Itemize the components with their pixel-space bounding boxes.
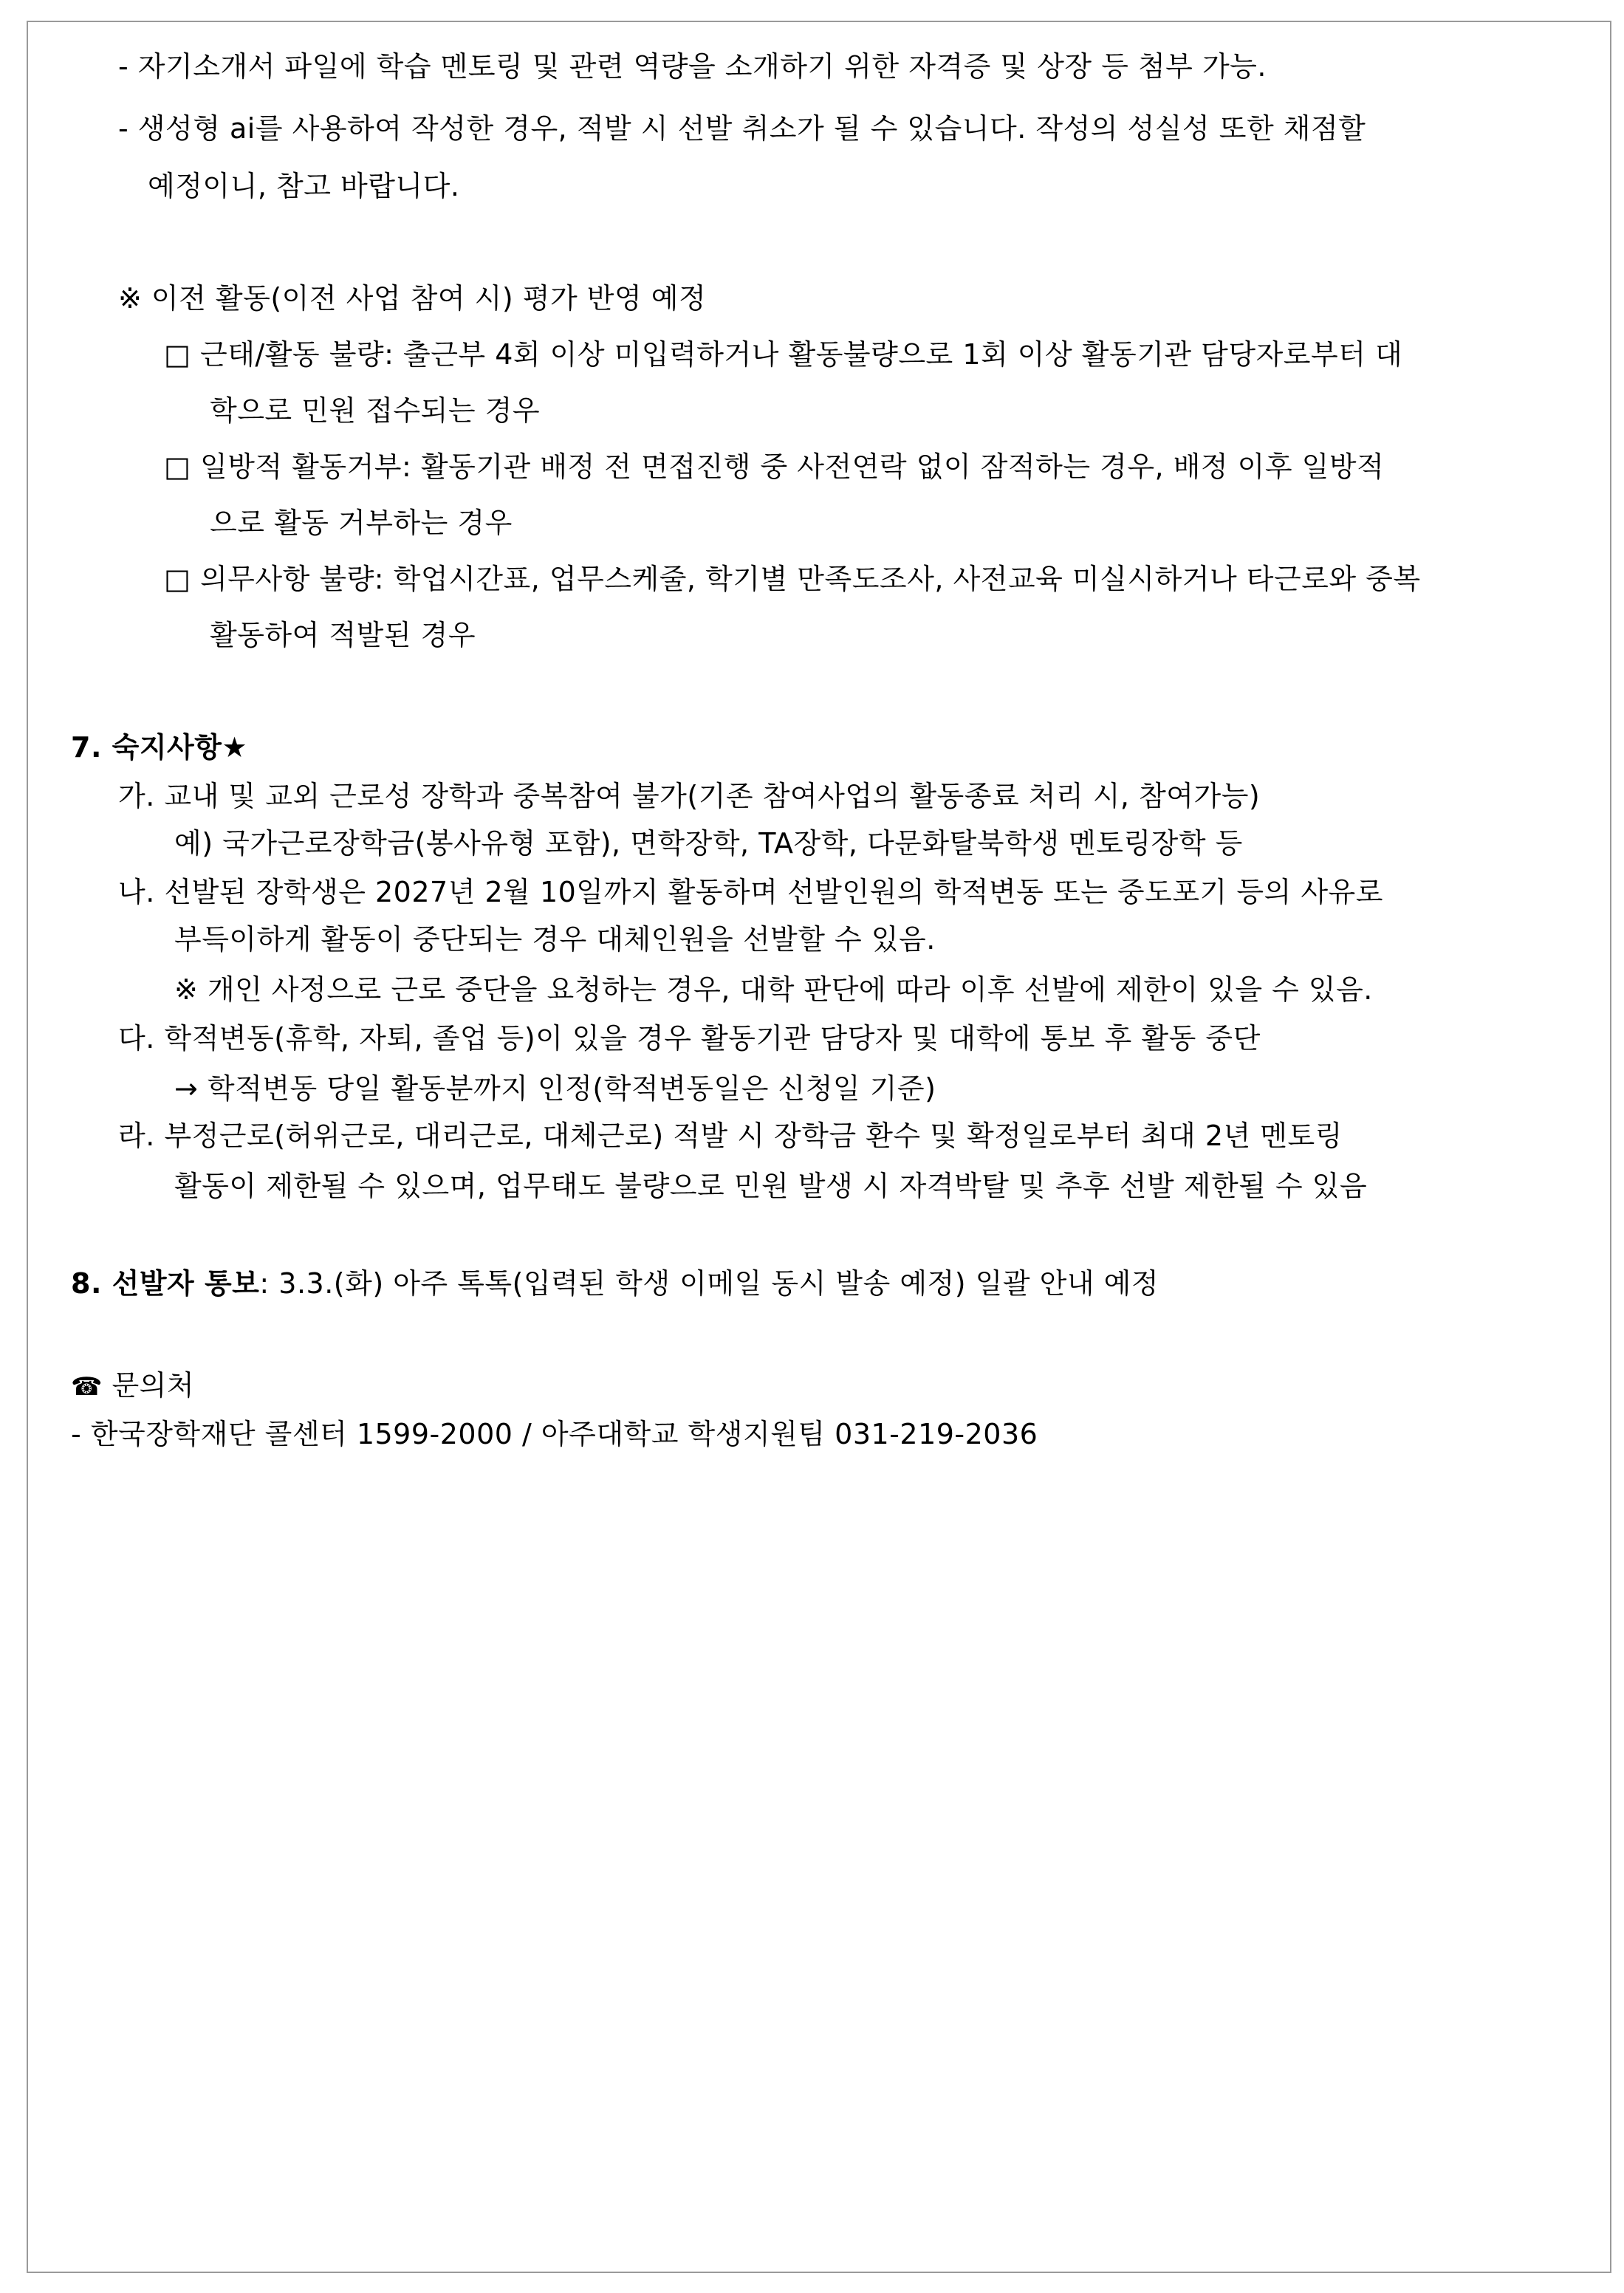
intro-line-ai-warning: - 생성형 ai를 사용하여 작성한 경우, 적발 시 선발 취소가 될 수 있습니다. 작성의 성실성 또한 채점할 (118, 112, 1366, 145)
section-7-item-ra-cont: 활동이 제한될 수 있으며, 업무태도 불량으로 민원 발생 시 자격박탈 및 추후 선발 제한될 수 있음 (174, 1170, 1368, 1202)
section-7-item-ga-example: 예) 국가근로장학금(봉사유형 포함), 면학장학, TA장학, 다문화탈북학생 멘토링장학 등 (174, 827, 1243, 860)
previous-activity-item: □ 의무사항 불량: 학업시간표, 업무스케줄, 학기별 만족도조사, 사전교육 미실시하거나 타근로와 중복 (164, 563, 1421, 595)
intro-line-ai-warning-cont: 예정이니, 참고 바랍니다. (148, 170, 460, 202)
intro-line-attachments: - 자기소개서 파일에 학습 멘토링 및 관련 역량을 소개하기 위한 자격증 및 상장 등 첨부 가능. (118, 50, 1267, 83)
section-7-item-da: 다. 학적변동(휴학, 자퇴, 졸업 등)이 있을 경우 활동기관 담당자 및 대학에 통보 후 활동 중단 (118, 1022, 1261, 1055)
contact-line: - 한국장학재단 콜센터 1599-2000 / 아주대학교 학생지원팀 031-219-2036 (71, 1418, 1038, 1450)
section-7-item-na-cont: 부득이하게 활동이 중단되는 경우 대체인원을 선발할 수 있음. (174, 923, 936, 956)
section-8-line (71, 1266, 1159, 1301)
section-8-heading: 8. 선발자 통보 (71, 1267, 260, 1300)
section-8-text: : 3.3.(화) 아주 톡톡(입력된 학생 이메일 동시 발송 예정) 일괄 안내 예정 (259, 1267, 1159, 1300)
section-7-item-na: 나. 선발된 장학생은 2027년 2월 10일까지 활동하며 선발인원의 학적변동 또는 중도포기 등의 사유로 (118, 876, 1383, 908)
previous-activity-item-cont: 으로 활동 거부하는 경우 (210, 507, 513, 539)
section-7-item-da-arrow: → 학적변동 당일 활동분까지 인정(학적변동일은 신청일 기준) (174, 1072, 936, 1105)
previous-activity-item-cont: 활동하여 적발된 경우 (210, 619, 476, 651)
section-7-item-ra: 라. 부정근로(허위근로, 대리근로, 대체근로) 적발 시 장학금 환수 및 확정일로부터 최대 2년 멘토링 (118, 1120, 1343, 1152)
contact-heading: 문의처 (112, 1369, 195, 1402)
previous-activity-item-cont: 학으로 민원 접수되는 경우 (210, 394, 541, 427)
previous-activity-item: □ 근태/활동 불량: 출근부 4회 이상 미입력하거나 활동불량으로 1회 이상 활동기관 담당자로부터 대 (164, 338, 1403, 371)
section-7-item-na-note: ※ 개인 사정으로 근로 중단을 요청하는 경우, 대학 판단에 따라 이후 선발에 제한이 있을 수 있음. (174, 973, 1373, 1006)
previous-activity-item: □ 일방적 활동거부: 활동기관 배정 전 면접진행 중 사전연락 없이 잠적하는 경우, 배정 이후 일방적 (164, 450, 1385, 483)
section-7-item-ga: 가. 교내 및 교외 근로성 장학과 중복참여 불가(기존 참여사업의 활동종료 처리 시, 참여가능) (118, 780, 1261, 812)
section-7-heading: 7. 숙지사항★ (71, 731, 248, 764)
telephone-icon: ☎ (71, 1372, 103, 1402)
contact-heading-line (71, 1368, 194, 1405)
previous-activity-heading: ※ 이전 활동(이전 사업 참여 시) 평가 반영 예정 (118, 282, 707, 315)
